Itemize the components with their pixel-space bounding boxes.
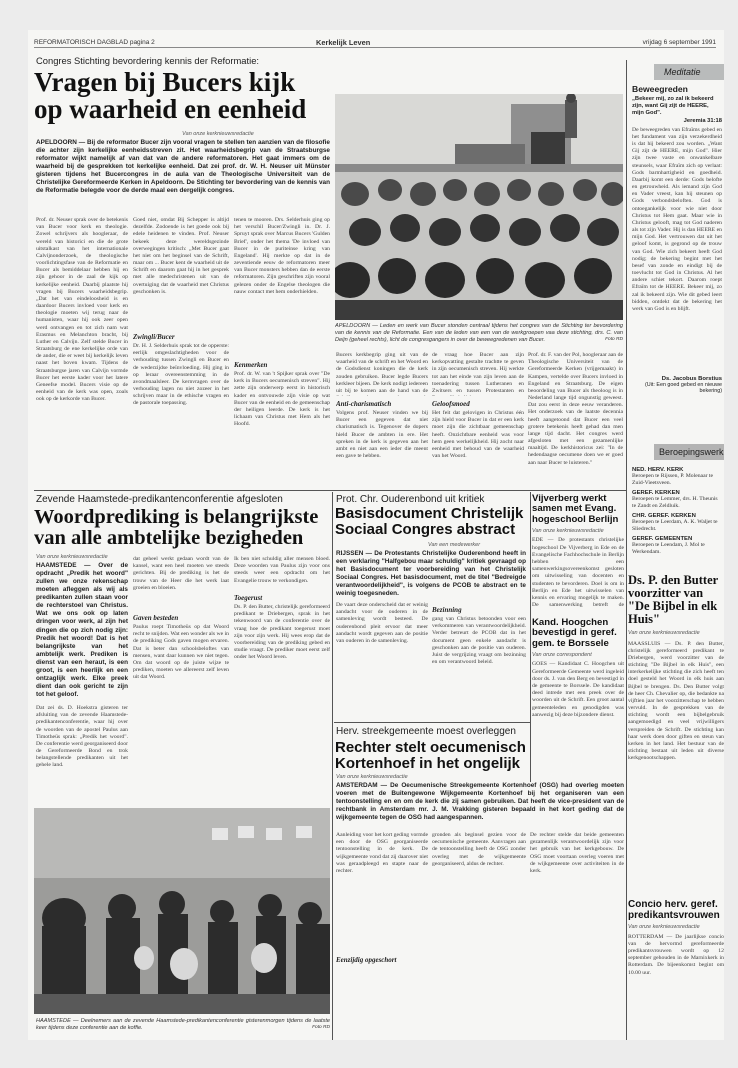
mid-col2-text-b: Het feit dat gelovigen in Christus één zijn hield voor Bucer in dat er een kerk moet zijn die zichtbaar gemeenschap heeft. Onzichtbare eenheid was voor hem geen werkelijkheid. Hij zocht naar eenheid met behoud van de waarheid van het Woord. <box>432 410 524 460</box>
section-divider <box>334 722 530 723</box>
mid-col2-text: de vraag hoe Bucer aan zijn kerkopvatting gestalte trachtte te geven in zijn oecumenisch streven. Hij werkte tot aan het einde van zijn leven aan de toenadering tussen Lutheranen en Zwitsers en tussen Protestanten en <box>432 352 524 394</box>
newspaper-page <box>28 30 724 1040</box>
hoogchen-credit: Van onze correspondent <box>532 651 592 658</box>
subhead-eenzijdig: Eenzijdig opgeschort <box>336 956 397 964</box>
haamstede-column-3 <box>234 556 330 804</box>
lead-credit: Van onze kerknieuwsredactie <box>182 131 254 137</box>
lead-column-2 <box>133 217 229 485</box>
meditatie-author-note: (Uit: Een goed gebed en nieuwe bekering) <box>644 381 722 394</box>
beroepingswerk-box <box>628 444 724 570</box>
lead-headline-1: Vragen bij Bucers kijk <box>34 67 296 97</box>
conference-photo <box>34 808 330 1014</box>
beroepingswerk-list <box>632 464 722 556</box>
photo-credit: Foto RD <box>605 336 623 342</box>
congress-photo-caption <box>335 323 623 349</box>
subhead-anti-charismatisch: Anti-charismatisch <box>336 400 392 408</box>
lead-intro: APELDOORN — Bij de reformator Bucer zijn vooral vragen te stellen ten aanzien van de filosofie die achter zijn kerkelijke eenheidsstreven zit. Het waarheidsbegrip van de Straatsburgse reformator wijkt namelijk af van dat van de andere reformatoren. Het gaat immers om de waarheid bij de gesprekken tot kerkelijke eenheid. Dat zei prof. dr. W. H. Neuser uit Münster gisteren tijdens het Bucercongres in de aula van de Theologische Universiteit van de Christelijke Gereformeerde Kerken in Apeldoorn. De Stichting ter bevordering van de kennis van de Reformatie belegde voor de derde maal een dergelijk congres. <box>36 139 330 195</box>
oecumenisch-column-1 <box>336 832 428 1032</box>
section-head: GEREF. KERKEN <box>632 489 680 496</box>
lead-column-1: Prof. dr. Neuser sprak over de betekenis van Bucer voor kerk en theologie. Zowel schrijvers als hoogleraar, de wereld van historici en die de grote uitstalkast van het internationale Calvijnonderzoek, de theologische voorlichtingsfase van de Reformatie en Bucer als bemiddelaar hebben hij en zijn gehoor in de zaal de kijk op kerkelijke eenheid. Daarbij plaatste hij vragen bij Bucers waarheidsbegrip. „Dat het van eindeloosheid is en daardoor Bucers invloed voor kerk en theologie moeten wij terug naar de humanisten, waar hij ook zeer open werd ontvangen en tot zich nam wat Erasmus en Melanchton bracht, bij Luther en Calvijn. Zelf stelde Bucer in Straatsburg de ene kerkelijke orde van de ander, die er weet bij kerkelijk leven naast het boven kwam. Tijdens de Straatsburgse jaren van Calvijn vormde Bucer het eerste kader voor het latere Geneefse model. Bucers visie op de eenheid van de kerk was open, zoals ook op de kerkorde van Bucer. <box>36 217 128 403</box>
conference-photo-image <box>34 808 330 1014</box>
subhead-zwingli: Zwingli/Bucer <box>133 333 175 341</box>
butter-body: MAASSLUIS — Ds. P. den Butter, christelijk gereformeerd predikant te Driebergen, werd voorzitter van de stichting "De Bijbel in elk Huis", een interkerkelijke stichting die zich heeft ten doel gesteld het Woord in elk huis aan Bijbel te brengen. Ds. Den Butter volgt de heer Ch. Chevalier op, die bedankte na vijftien jaar het voorzitterschap te hebben vervuld. In de gesprekken van de stichting wordt een bijbelgebruik aangemoedigd en veel vrijwilligers verspreiden de Schrift. De stichting kan haar werk doen door giften en steun van kerken in het land. Het bestuur van de stichting bestaat uit leden uit diverse kerkgenootschappen. <box>628 640 724 762</box>
haamstede-headline-1: Woordprediking is belangrijkste <box>34 506 319 528</box>
oecumenisch-headline-2: Kortenhoef in het ongelijk <box>335 755 521 772</box>
meditatie-content <box>632 84 722 394</box>
column-divider <box>332 492 333 1040</box>
mid-col1-text-b: Volgens prof. Neuser vinden we bij Bucer een gegeven dat niet charismatisch is. Tegenover de dopers hield Bucer de ambten in ere. Het spreken in de kerk is gegeven aan het ambt en niet aan een ieder die meent een gave te hebben. <box>336 410 428 460</box>
butter-headline: Ds. P. den Butter voorzitter van "De Bijbel in elk Huis" <box>628 574 718 626</box>
haamstede-column-2 <box>133 556 229 804</box>
meditatie-body: De beweegreden van Efraïms gebed en het fundament van zijn verzekerdheid is dat hij bekeerd zou worden. „Want Gij zijt de HEERE, mijn God". Hier zijn twee vaste en onwankelbare steunsels, waar Efraïm zich op verlaat: Gods barmhartigheid en goedheid. Daarbij komt een derde: Gods belofte en getrouwheid. Als iemand zijn God en Vader vreest, kan hij steunen op Gods verbondsbeloften. God is ontoegankelijk voor wie niet door Christus tot Hem gaat. Maar wie in Christus gelooft, mag tot God naderen als tot zijn Vader. Hij is dan HEERE en mijn God. Het vertrouwen dat uit het geloof komt, is gegrond op de trouw van God. Wie zich bekeert heeft God nodig; de bekering begint met het besef van zonde en eindigt bij de toevlucht tot God in Christus. Al het andere schiet tekort. Daarom roept Efraïm tot de HEERE. Bekeer mij, zo zal ik bekeerd zijn. Wie dit gebed leert bidden, ontdekt dat de bekering het werk van God is en blijft. <box>632 126 722 312</box>
concio-story <box>628 900 724 1036</box>
section-text: Beroepen te Leerdam, A. K. Waljet te Sliedrecht. <box>632 518 718 532</box>
hoogchen-headline: Kand. Hoogchen bevestigd in geref. gem. te Borssele <box>532 618 617 649</box>
meditatie-tag: Meditatie <box>654 64 724 80</box>
lead-headline-2: op waarheid en eenheid <box>34 94 307 124</box>
meditatie-box <box>628 64 724 442</box>
vijverberg-headline: Vijverberg werkt samen met Evang. hogeschool Berlijn <box>532 494 619 525</box>
subhead-toegerust: Toegerust <box>234 594 263 602</box>
lead-col2-text: Goed niet, omdat Bij Schepper is altijd dezelfde. Zodoende is het goede ook bij edele heidenen te vinden. Prof. Neuser bekeek deze wereldsgezinde overwegingen kritisch: „Met Bucer gaat het niet om het beginsel van de Schrift, maar om ... Bucer kent de waarheid uit de Schrift en daarom gaat hij in het gesprek met alle medechristenen uit van de overtuiging dat de waarheid met Christus geschonken is. <box>133 217 229 295</box>
oecumenisch-kicker: Herv. streekgemeente moest overleggen <box>336 726 516 737</box>
header-left: REFORMATORISCH DAGBLAD pagina 2 <box>34 39 155 46</box>
ouderenbond-headline-1: Basisdocument Christelijk <box>335 505 524 522</box>
ouderenbond-column-2 <box>432 602 526 718</box>
mid-col1-text: Bucers kerkbegrip ging uit van de waarheid van de schrift en het Woord en de Godsdienst koningen die de kerk zouden gebruiken. Bucer legde Bucers kerkleer bijeen. De kerk nodigt iedereen uit bij te komen aan de hand van de <box>336 352 428 394</box>
subhead-geloofsmoed: Geloofsmoed <box>432 400 470 408</box>
ouderenbond-col1: De vaart deze onderscheid dat er weinig aandacht voor de ouderen in de samenleving wordt besteed. De ouderenbond pleit ervoor dat meer aandacht wordt gegeven aan de positie van ouderen in de samenleving. <box>336 602 428 644</box>
concio-headline: Concio herv. geref. predikantsvrouwen <box>628 900 720 921</box>
photo-credit: Foto RD <box>312 1024 330 1030</box>
subhead-kenmerken: Kenmerken <box>234 361 268 369</box>
concio-body: ROTTERDAM — De jaarlijkse concio van de hervormd gereformeerde predikantsvrouwen wordt op 12 september gehouden in de Marnixkerk in Rotterdam. De bijeenkomst begint om 10.00 uur. <box>628 933 724 976</box>
beroepingswerk-tag: Beroepingswerk <box>654 444 724 460</box>
vijverberg-story <box>532 494 624 614</box>
photo-caption-text: APELDOORN — Leden en werk van Bucer stonden centraal tijdens het congres van de Stichting ter bevordering van de kennis van de Reformatie. Een van de leden van een van de werkgroepen vaa deze stichting, drs. C. van Deijn (geheel rechts), licht de congresgangers in over de beweegredenen van Bucer. <box>335 323 623 343</box>
lead-kicker: Congres Stichting bevordering kennis der Reformatie: <box>36 55 260 66</box>
photo-caption-text: HAAMSTEDE — Deelnemers aan de zevende Haamstede-predikantenconferentie gisterenmorgen tijdens de laatste keer tijdens deze conferentie aan de koffie. <box>36 1018 330 1031</box>
congress-photo-image <box>335 94 623 320</box>
haamstede-col2-text: dat geheel werkt gedaan wordt van de kansel, want een heel moeten we steeds gerichten. Bij de prediking is het de trouw van de Heer die het werk laat groeien en bloeien. <box>133 556 229 591</box>
lead-column-3 <box>234 217 330 485</box>
concio-credit: Van onze kerknieuwsredactie <box>628 924 700 931</box>
oecumenisch-col3: De rechter stelde dat beide gemeenten gezamenlijk verantwoordelijk zijn voor het gebruik van het kerkgebouw. De OSG moet voortaan overleg voeren met de wijkgemeente over activiteiten in de kerk. <box>530 832 624 874</box>
section-head: GEREF. GEMEENTEN <box>632 535 693 542</box>
lead-col2-text-b: Dr. H. J. Selderhuis sprak tot de opperste: eerlijk omgeslachtigheden voor de verhouding tussen Zwingli en Bucer en de wederzijdse beïnvloeding. Hij ging in op leraar overeenstemming in de avondmaalsleer. De kernvragen over de verhouding lagen nu niet zozeer in het schrijven maar in de ethische vragen en de pastorale toepassing. <box>133 343 229 407</box>
haamstede-kicker: Zevende Haamstede-predikantenconferentie afgesloten <box>36 494 283 505</box>
lead-col3-text-b: Prof. dr. W. van 't Spijker sprak over "De kerk in Bucers oecumenisch streven". Hij zette zijn onderwerp eerst in historisch kader en ontvouwde zijn visie op wat Bucer van de eenheid en de gemeenschap der heiligen leerde. De kerk is het lichaam van Christus met Hem als het Hoofd. <box>234 371 330 428</box>
conference-photo-caption <box>36 1018 330 1036</box>
column-divider <box>530 492 531 782</box>
section-text: Beroepen te Lemmer, drs. H. Theunis te Zandt en Zeldluik. <box>632 495 718 509</box>
hoogchen-body: GOES — Kandidaat C. Hoogchen uit Gereformeerde Gemeente werd ingeleid door ds. J. van den Berg en bevestigd in de gemeente te Borssele. De kandidaat deed intrede met een preek over de woorden uit de Schrift. Een groot aantal gemeenteleden en genodigden was aanwezig bij deze bijzondere dienst. <box>532 661 624 718</box>
lead-col3-text: tenen te mooren. Drs. Selderhuis ging op het verschil Bucer/Zwingli in. Dr. J. Spruyt sprak over Marcus Bucers 'Gulden Brief', onder het thema 'De invloed van Bucer in de puriteinse kring van Engeland'. Hij merkte op dat in de zeventiende eeuw de reformatoren meer van Bucer monsters hebben dan de eerste reformatoren. Zijn geschriften zijn vooral gelezen onder de Engelse theologen die nauw contact met hem onderhielden. <box>234 217 330 295</box>
mid-column-1 <box>336 352 428 485</box>
butter-story <box>628 574 724 774</box>
subhead-gaven: Gaven besteden <box>133 614 179 622</box>
oecumenisch-col1-text: Aanleiding voor het kort geding vormde een door de OSG georganiseerde tentoonstelling in de kerk. De wijkgemeente vond dat zij daarover niet was geraadpleegd en stapte naar de rechter. <box>336 832 428 874</box>
section-divider <box>34 490 626 491</box>
haamstede-col3-text-b: Ds. P. den Butter, christelijk gereformeerd predikant te Driebergen, sprak in het tekenwoord van de conferentie over de vraag hoe de predikant toegerust moet zijn voor zijn werk. Hij wees erop dat de voorbereiding van de prediking gebed en studie vraagt. De prediker moet eerst zelf onder het Woord leven. <box>234 604 330 661</box>
haamstede-col3-text: Ik ben niet schuldig aller mensen bloed. Deze woorden van Paulus zijn voor ons steeds weer een opdracht om het Evangelie trouw te verkondigen. <box>234 556 330 584</box>
page-header <box>34 36 716 48</box>
meditatie-ref: Jeremia 31:18 <box>683 117 722 124</box>
oecumenisch-headline-1: Rechter stelt oecumenisch <box>335 739 526 756</box>
hoogchen-story <box>532 618 624 776</box>
haamstede-headline-2: van alle ambtelijke bezigheden <box>34 527 304 549</box>
vijverberg-body: EDE — De protestants christelijke hogeschool De Vijverberg in Ede en de Evangelische Fachhochschule in Berlijn hebben een samenwerkingsovereenkomst gesloten om uitwisseling van docenten en studenten te bevorderen. Doel is om in Berlijn en Ede het uitwisselen van kennis en ervaring mogelijk te maken. De samenwerking betreft de <box>532 537 624 608</box>
haamstede-credit: Van onze kerknieuwsredactie <box>36 554 108 560</box>
section-text: Beroepen te Rijssen, P. Molenaar te Zuid-Vieetsveen. <box>632 473 714 486</box>
column-divider <box>626 60 627 1040</box>
meditatie-author: Ds. Jacobus Borstius <box>661 375 722 382</box>
haamstede-col1: Dat zei ds. D. Hoekstra gisteren ter afsluiting van de zevende Haamstede-predikantenconferentie, waar hij over de woorden van de apostel Paulus aan Timotheüs sprak: „Predik het woord". De conferentie werd georganiseerd door de Gereformeerde Bond en trok belangstellende predikanten uit het gehele land. <box>36 705 128 769</box>
oecumenisch-col2: gronden als beginsel gezien voor de oecumenische gemeente. Aanvragen aan de tentoonstelling heeft de OSG zonder overleg met de wijkgemeente georganiseerd, aldus de rechter. <box>432 832 526 867</box>
ouderenbond-headline-2: Sociaal Congres abstract <box>335 521 516 538</box>
oecumenisch-lead: AMSTERDAM — De Oecumenische Streekgemeente Kortenhoef (OSG) had overleg moeten voeren met de Buitengewone Wijkgemeente Kortenhoef bij het organiseren van een tentoonstelling en en om de kerk die zij samen gebruiken. Dat heeft de vice-president van de rechtbank in Amsterdam mr. J. M. Vrakking gisteren bepaald in het kort geding dat de wijkgemeente tegen de OSG had aangespannen. <box>336 782 624 822</box>
header-section: Kerkelijk Leven <box>316 38 371 47</box>
mid-column-3: Prof. dr. F. van der Pol, hoogleraar aan de Theologische Universiteit van de Gereformeerde Kerken (vrijgemaakt) in Kampen, vertelde over Bucers invloed in Engeland en Straatsburg. De eigen beoordeling van Bucer als theoloog is in Nederland lange tijd ongunstig geweest. Dat zou eerst in deze eeuw veranderen. Het onderzoek van de laatste decennia heeft aangetoond dat Bucer een veel grotere betekenis heeft gehad dan men lange tijd dacht. Het congres werd afgesloten met een gezamenlijke maaltijd. De kerkhistoricus zei: "In de hedendaagse oecumene doen we er goed aan naar Bucer te luisteren." <box>528 352 623 466</box>
meditatie-verse: „Bekeer mij, zo zal ik bekeerd zijn, want Gij zijt de HEERE, mijn God". <box>632 96 714 117</box>
meditatie-title: Beweegreden <box>632 84 688 94</box>
haamstede-col2-text-b: Paulus roept Timotheüs op dat Woord recht te snijden. Wat een wonder als we in de prediking Gods gaven mogen ervaren. Dat is beter dan schoolsbeloftes van mensen, want daar kunnen we niet tegen. Om dat woord op de juiste wijze te prediken, moeten we allereerst zelf leven uit dat Woord. <box>133 624 229 681</box>
section-text: Beroepen te Leendam, J. Mol te Werkendam. <box>632 541 705 555</box>
header-date: vrijdag 6 september 1991 <box>642 39 716 46</box>
oecumenisch-credit: Van onze kerknieuwsredactie <box>336 774 408 780</box>
ouderenbond-lead: RIJSSEN — De Protestants Christelijke Ouderenbond heeft in een verklaring "Halfgebou maar schuldig" kritiek gevraagd op het Basisdocument ter voorbereiding van het Christelijk Sociaal Congres. Het basisdocument, met de titel "Bedreigde verantwoordelijkheid", is volgens de PCOB te abstract en te weinig toegesneden. <box>336 550 526 598</box>
section-head: CHR. GEREF. KERKEN <box>632 512 696 519</box>
butter-credit: Van onze kerknieuwsredactie <box>628 630 700 636</box>
vijverberg-credit: Van onze kerknieuwsredactie <box>532 527 604 534</box>
ouderenbond-kicker: Prot. Chr. Ouderenbond uit kritiek <box>336 494 485 505</box>
mid-column-2 <box>432 352 524 485</box>
haamstede-lead: HAAMSTEDE — Over de opdracht „Predik het woord" zullen we onze rekenschap moeten afleggen als wij als predikanten zullen staan voor de rechterstoel van Christus. Wat we ons ook op laten dringen voor werk, al zijn het dingen die op zich nodig zijn: Predik het woord! Dat is het belangrijkste van het ambtelijk werk. Prediken is dienst van een heraut, is een groot, is een heerlijk en een ontzaglijk werk. Elke preek dient dan ook gericht te zijn tot het geloof. <box>36 562 128 698</box>
section-head: NED. HERV. KERK <box>632 467 684 473</box>
ouderenbond-col2-text: gang van Christus betoonden voor een verkommeren van verantwoordelijkheid. Verder betreurt de PCOB dat in het document geen enkele aandacht is geschonken aan de positie van ouderen. Juist de vergrijzing vraagt om bezinning en om verantwoord beleid. <box>432 616 526 666</box>
ouderenbond-credit: Van een medewerker <box>428 542 481 548</box>
congress-photo <box>335 94 623 320</box>
subhead-bezinning: Bezinning <box>432 606 462 614</box>
